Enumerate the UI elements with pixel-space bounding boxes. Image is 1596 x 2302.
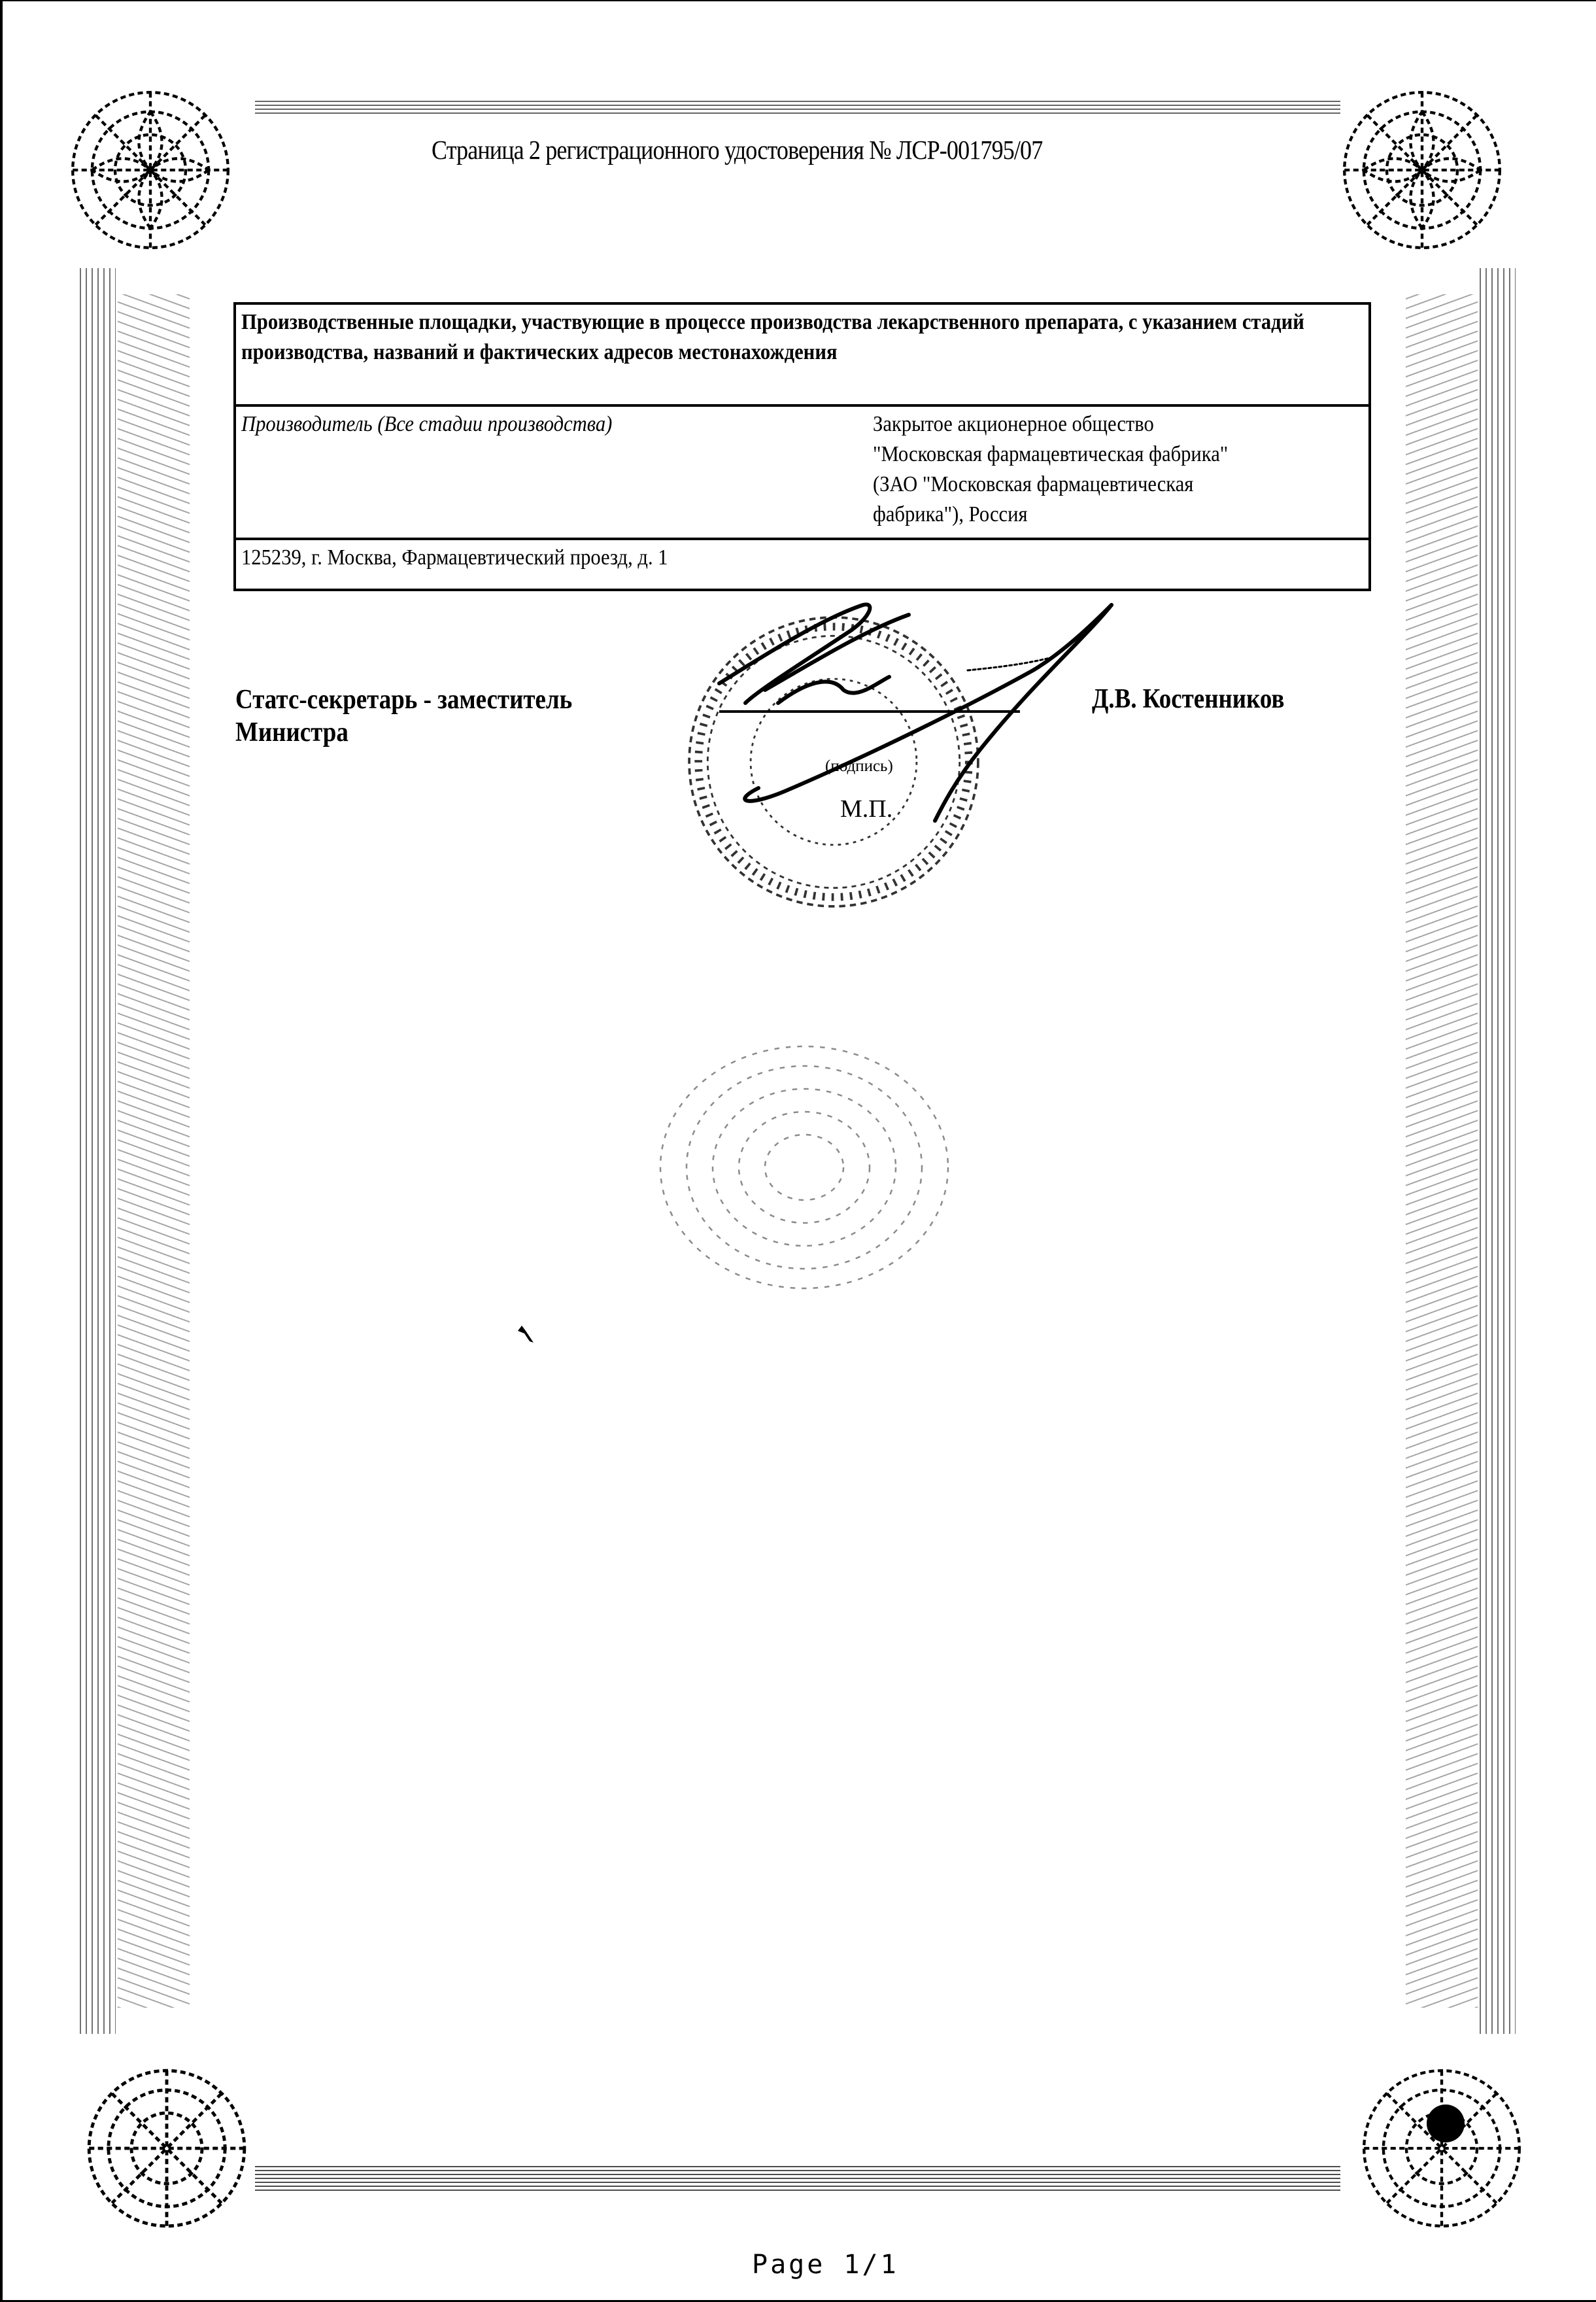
site-address: 125239, г. Москва, Фармацевтический проезд, д. 1 (241, 545, 668, 570)
page-indicator: Page 1/1 (752, 2250, 899, 2280)
position-line-1: Статс-секретарь - заместитель (235, 685, 573, 715)
company-line: фабрика"), Россия (873, 502, 1028, 526)
center-guilloche-pattern (641, 1020, 968, 1295)
corner-rosette-icon (78, 2060, 255, 2237)
frame-strip-right (1480, 268, 1516, 2034)
position-line-2: Министра (235, 717, 348, 747)
handwritten-signature-icon (693, 592, 1125, 853)
signatory-name: Д.В. Костенников (1092, 684, 1285, 714)
role-cell (235, 405, 873, 539)
signature-caption: (подпись) (825, 757, 893, 775)
frame-hatch-left (118, 294, 190, 2008)
table-header-row (235, 303, 1370, 405)
address-cell (235, 539, 1370, 590)
table-address-row (235, 539, 1370, 590)
scan-edge-top (0, 0, 1596, 1)
company-line: (ЗАО "Московская фармацевтическая (873, 472, 1194, 496)
table-row (235, 405, 1370, 539)
manufacturing-sites-table (233, 302, 1371, 591)
scan-edge-left (0, 0, 3, 2302)
frame-hatch-right (1406, 294, 1478, 2008)
signatory-position (235, 683, 618, 749)
table-header-text: Производственные площадки, участвующие в процессе производства лекарственного препарата, с указанием стадий производства, названий и фактических адресов местонахождения (241, 310, 1304, 364)
corner-rosette-icon (62, 82, 239, 258)
company-cell (873, 405, 1370, 539)
frame-strip-left (80, 268, 116, 2034)
table-header-cell (235, 303, 1370, 405)
company-line: "Московская фармацевтическая фабрика" (873, 442, 1229, 466)
company-line: Закрытое акционерное общество (873, 412, 1154, 436)
corner-rosette-icon (1334, 82, 1510, 258)
manufacturer-role: Производитель (Все стадии производства) (241, 412, 613, 436)
scan-artifact-mark (517, 1324, 535, 1344)
frame-strip-bottom (255, 2165, 1340, 2191)
page-title: Страница 2 регистрационного удостоверения № ЛСР-001795/07 (432, 135, 1043, 165)
stamp-place-label: М.П. (840, 795, 893, 823)
corner-dot-mark (1427, 2104, 1465, 2142)
frame-strip-top (255, 98, 1340, 114)
corner-rosette-icon (1353, 2060, 1530, 2237)
